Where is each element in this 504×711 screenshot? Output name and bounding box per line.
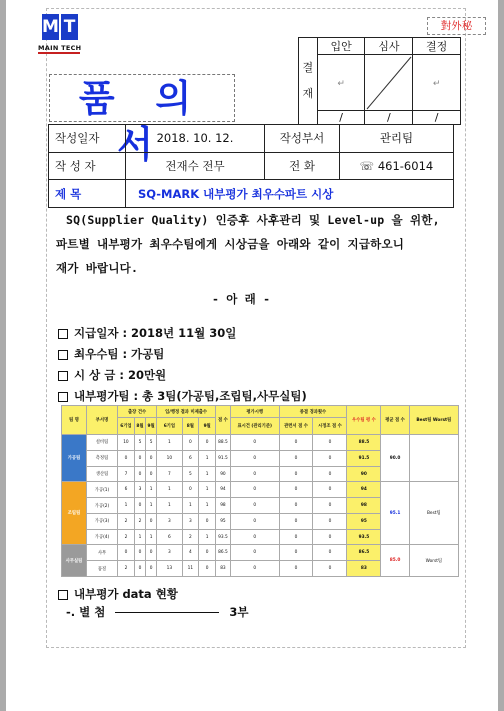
- item-prize: 시 상 금 : 20만원: [58, 367, 166, 383]
- logo-text: MAIN TECH: [38, 44, 82, 52]
- below-heading: - 아 래 -: [212, 292, 271, 306]
- table-cell: 0: [146, 450, 157, 466]
- subject-label: 제 목: [49, 180, 126, 208]
- table-cell: 1: [157, 482, 182, 498]
- table-cell: 0: [134, 561, 145, 577]
- logo: [42, 14, 78, 42]
- item-payment-date: 지급일자 : 2018년 11월 30일: [58, 325, 236, 341]
- checkbox-icon: [58, 371, 68, 381]
- table-cell: 0: [279, 529, 313, 545]
- table-cell: 0: [313, 482, 347, 498]
- approval-table: [298, 37, 461, 125]
- eval-header: 팀 명: [62, 406, 87, 435]
- table-cell: 0: [313, 545, 347, 561]
- table-cell: 0: [199, 513, 216, 529]
- table-cell: 0: [230, 529, 279, 545]
- table-cell: 3: [134, 482, 145, 498]
- eval-subheader: 6기업: [118, 418, 135, 435]
- body-line-3: 재가 바랍니다.: [56, 261, 139, 275]
- info-table: [48, 124, 454, 208]
- table-cell: 0: [182, 482, 199, 498]
- table-cell: 90: [347, 466, 381, 482]
- table-cell: 0: [118, 450, 135, 466]
- table-cell: 1: [199, 529, 216, 545]
- table-cell: 2: [118, 561, 135, 577]
- table-cell: 5: [134, 435, 145, 451]
- phone-label: 전 화: [265, 152, 340, 180]
- checkbox-icon: [58, 392, 68, 402]
- table-cell: 1: [199, 482, 216, 498]
- table-cell: 0: [313, 561, 347, 577]
- table-cell: 6: [157, 529, 182, 545]
- eval-header: 우수팀 평 수: [347, 406, 381, 435]
- table-cell: 95: [216, 513, 231, 529]
- table-cell: 1: [146, 529, 157, 545]
- table-cell: 가공(4): [87, 529, 118, 545]
- phone-value: ☏ 461-6014: [340, 152, 454, 180]
- author-value: 전재수 전무: [126, 152, 265, 180]
- table-cell: 6: [118, 482, 135, 498]
- table-cell: 1: [157, 435, 182, 451]
- table-cell: 0: [230, 450, 279, 466]
- table-row: [62, 482, 459, 498]
- table-cell: 사무: [87, 545, 118, 561]
- table-cell: 2: [134, 513, 145, 529]
- table-cell: 생산팀: [87, 466, 118, 482]
- table-cell: 86.5: [347, 545, 381, 561]
- approval-label: 결 재: [299, 38, 318, 125]
- team-cell: 가공팀: [62, 435, 87, 482]
- table-cell: 0: [313, 450, 347, 466]
- table-cell: 0: [279, 561, 313, 577]
- table-cell: 설비팀: [87, 435, 118, 451]
- logo-underline: [38, 52, 80, 54]
- table-cell: 1: [157, 498, 182, 514]
- table-cell: 3: [182, 513, 199, 529]
- table-cell: 가공(3): [87, 513, 118, 529]
- eval-header: 점 수: [216, 406, 231, 435]
- table-cell: 86.5: [216, 545, 231, 561]
- approval-sign-draft[interactable]: ↵: [317, 55, 365, 111]
- table-cell: 1: [182, 498, 199, 514]
- table-cell: 0: [230, 545, 279, 561]
- table-row: [62, 435, 459, 451]
- avg-cell: 85.0: [381, 545, 409, 577]
- table-cell: 0: [146, 513, 157, 529]
- eval-subheader: 9월: [146, 418, 157, 435]
- table-cell: 0: [146, 561, 157, 577]
- table-cell: 0: [313, 466, 347, 482]
- eval-header: 부서명: [87, 406, 118, 435]
- best-worst-cell: Worst팀: [409, 545, 458, 577]
- best-worst-cell: [409, 435, 458, 482]
- table-cell: 0: [230, 561, 279, 577]
- table-cell: 0: [230, 498, 279, 514]
- table-cell: 0: [134, 545, 145, 561]
- item-eval-teams: 내부평가팀 : 총 3팀(가공팀,조립팀,사무실팀): [58, 388, 307, 404]
- table-cell: 0: [199, 435, 216, 451]
- table-cell: 0: [146, 466, 157, 482]
- table-cell: 가공(2): [87, 498, 118, 514]
- checkbox-icon: [58, 590, 68, 600]
- table-cell: 0: [279, 466, 313, 482]
- approval-col-decision: 결정: [413, 38, 461, 55]
- table-cell: 0: [279, 498, 313, 514]
- document-title: 품 의 서: [49, 74, 235, 122]
- team-cell: 조립팀: [62, 482, 87, 545]
- date-label: 작성일자: [49, 125, 126, 153]
- author-label: 작 성 자: [49, 152, 126, 180]
- eval-subheader: 6기업: [157, 418, 182, 435]
- table-cell: 0: [313, 513, 347, 529]
- table-cell: 3: [157, 545, 182, 561]
- eval-header: 출장 건수: [118, 406, 157, 418]
- table-cell: 88.5: [347, 435, 381, 451]
- table-cell: 88.5: [216, 435, 231, 451]
- item-best-team: 최우수팀 : 가공팀: [58, 346, 164, 362]
- table-cell: 0: [313, 529, 347, 545]
- approval-col-draft: 입안: [317, 38, 365, 55]
- eval-header: 평가시행: [230, 406, 279, 418]
- date-value: 2018. 10. 12.: [126, 125, 265, 153]
- table-cell: 1: [199, 450, 216, 466]
- table-cell: 0: [230, 435, 279, 451]
- avg-cell: 90.0: [381, 435, 409, 482]
- table-cell: 0: [313, 435, 347, 451]
- eval-header: 평균 점 수: [381, 406, 409, 435]
- table-cell: 0: [134, 450, 145, 466]
- approval-date-review: /: [365, 111, 413, 125]
- table-cell: 0: [279, 450, 313, 466]
- table-cell: 0: [134, 466, 145, 482]
- table-cell: 93.5: [347, 529, 381, 545]
- table-cell: 1: [146, 482, 157, 498]
- table-cell: 4: [182, 545, 199, 561]
- table-cell: 0: [279, 482, 313, 498]
- table-cell: 0: [313, 498, 347, 514]
- table-cell: 0: [279, 513, 313, 529]
- attachment-rule: [115, 612, 219, 613]
- item-data-status: 내부평가 data 현황: [58, 586, 178, 602]
- table-cell: 0: [182, 435, 199, 451]
- eval-subheader: 시정조 점 수: [313, 418, 347, 435]
- avg-cell: 95.1: [381, 482, 409, 545]
- table-cell: 7: [157, 466, 182, 482]
- eval-header: 종결 경과횟수: [279, 406, 347, 418]
- eval-subheader: 9월: [199, 418, 216, 435]
- table-cell: 품질: [87, 561, 118, 577]
- table-cell: 0: [134, 498, 145, 514]
- dept-value: 관리팀: [340, 125, 454, 153]
- table-cell: 1: [199, 498, 216, 514]
- table-cell: 0: [230, 466, 279, 482]
- approval-sign-review[interactable]: [365, 55, 413, 111]
- logo-letter-t: T: [61, 14, 78, 40]
- body-line-2: 파트별 내부평가 최우수팀에게 시상금을 아래와 같이 지급하오니: [56, 237, 405, 251]
- subject-value: SQ-MARK 내부평가 최우수파트 시상: [126, 180, 454, 208]
- table-cell: 0: [279, 435, 313, 451]
- approval-date-decision: /: [413, 111, 461, 125]
- table-cell: 0: [230, 513, 279, 529]
- table-cell: 98: [216, 498, 231, 514]
- table-cell: 93.5: [216, 529, 231, 545]
- body-line-1: SQ(Supplier Quality) 인증후 사후관리 및 Level-up 을 위한,: [66, 213, 440, 227]
- eval-subheader: 관련서 점 수: [279, 418, 313, 435]
- table-cell: 2: [118, 513, 135, 529]
- table-cell: 94: [216, 482, 231, 498]
- table-cell: 0: [118, 545, 135, 561]
- table-cell: 6: [182, 450, 199, 466]
- slash-line: [365, 55, 413, 111]
- table-cell: 1: [199, 466, 216, 482]
- table-cell: 91.5: [347, 450, 381, 466]
- approval-date-draft: /: [317, 111, 365, 125]
- table-cell: 2: [182, 529, 199, 545]
- eval-header: Best팀 Worst팀: [409, 406, 458, 435]
- table-cell: 98: [347, 498, 381, 514]
- team-cell: 사무실팀: [62, 545, 87, 577]
- table-cell: 0: [199, 545, 216, 561]
- table-cell: 1: [134, 529, 145, 545]
- logo-letter-m: M: [42, 14, 59, 40]
- table-cell: 3: [157, 513, 182, 529]
- evaluation-table: [61, 405, 459, 577]
- eval-subheader: 표시건 (관리기준): [230, 418, 279, 435]
- table-cell: 0: [230, 482, 279, 498]
- table-cell: 10: [118, 435, 135, 451]
- dept-label: 작성부서: [265, 125, 340, 153]
- table-cell: 0: [146, 545, 157, 561]
- best-worst-cell: Best팀: [409, 482, 458, 545]
- table-cell: 83: [216, 561, 231, 577]
- table-cell: 11: [182, 561, 199, 577]
- eval-subheader: 8월: [134, 418, 145, 435]
- table-cell: 13: [157, 561, 182, 577]
- table-cell: 5: [182, 466, 199, 482]
- table-cell: 83: [347, 561, 381, 577]
- table-row: [62, 545, 459, 561]
- table-cell: 10: [157, 450, 182, 466]
- table-cell: 1: [146, 498, 157, 514]
- table-cell: 0: [279, 545, 313, 561]
- approval-col-review: 심사: [365, 38, 413, 55]
- table-cell: 7: [118, 466, 135, 482]
- table-cell: 가공(1): [87, 482, 118, 498]
- table-cell: 90: [216, 466, 231, 482]
- table-cell: 5: [146, 435, 157, 451]
- checkbox-icon: [58, 350, 68, 360]
- attachment-line: -. 별 첨 3부: [66, 605, 249, 619]
- table-cell: 0: [199, 561, 216, 577]
- table-cell: 측정팀: [87, 450, 118, 466]
- table-cell: 1: [118, 498, 135, 514]
- eval-subheader: 8월: [182, 418, 199, 435]
- table-cell: 2: [118, 529, 135, 545]
- table-cell: 95: [347, 513, 381, 529]
- eval-header: 입/행정 결과 미제출수: [157, 406, 216, 418]
- approval-sign-decision[interactable]: ↵: [413, 55, 461, 111]
- table-cell: 91.5: [216, 450, 231, 466]
- table-cell: 94: [347, 482, 381, 498]
- checkbox-icon: [58, 329, 68, 339]
- confidential-stamp: 對外秘: [427, 17, 486, 35]
